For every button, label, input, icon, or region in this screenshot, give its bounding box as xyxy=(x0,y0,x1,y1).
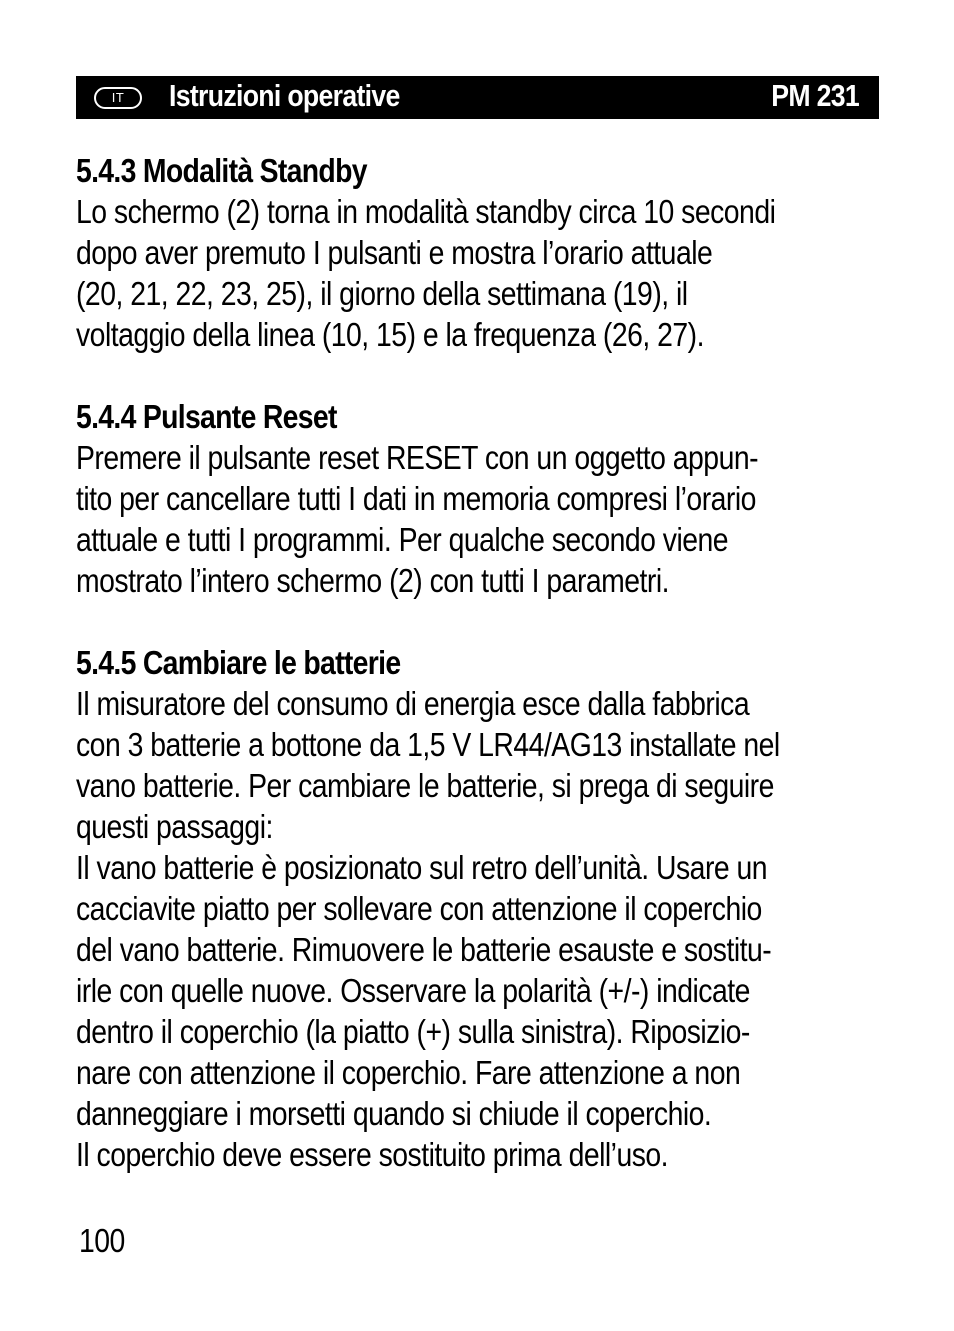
section-heading: 5.4.5 Cambiare le batterie xyxy=(76,644,401,681)
text-line: questi passaggi: xyxy=(76,808,273,845)
section-batteries xyxy=(76,642,876,1175)
text-line: dentro il coperchio (la piatto (+) sulla sinistra). Riposizio- xyxy=(76,1013,750,1050)
section-heading: 5.4.4 Pulsante Reset xyxy=(76,398,337,435)
text-line: Il coperchio deve essere sostituito prima dell’uso. xyxy=(76,1136,669,1173)
text-line: Lo schermo (2) torna in modalità standby circa 10 secondi xyxy=(76,193,776,230)
section-reset xyxy=(76,396,876,601)
text-line: del vano batterie. Rimuovere le batterie esauste e sostitu- xyxy=(76,931,772,968)
section-heading: 5.4.3 Modalità Standby xyxy=(76,152,367,189)
text-line: irle con quelle nuove. Osservare la polarità (+/-) indicate xyxy=(76,972,750,1009)
page-number: 100 xyxy=(79,1222,125,1259)
page-content xyxy=(76,150,876,1216)
text-line: Il misuratore del consumo di energia esce dalla fabbrica xyxy=(76,685,750,722)
text-line: dopo aver premuto I pulsanti e mostra l’orario attuale xyxy=(76,234,713,271)
header-bar xyxy=(76,76,879,119)
section-standby xyxy=(76,150,876,355)
text-line: attuale e tutti I programmi. Per qualche secondo viene xyxy=(76,521,729,558)
text-line: mostrato l’intero schermo (2) con tutti I parametri. xyxy=(76,562,670,599)
text-line: con 3 batterie a bottone da 1,5 V LR44/AG13 installate nel xyxy=(76,726,780,763)
text-line: vano batterie. Per cambiare le batterie, si prega di seguire xyxy=(76,767,774,804)
language-badge: IT xyxy=(94,87,142,109)
text-line: (20, 21, 22, 23, 25), il giorno della settimana (19), il xyxy=(76,275,688,312)
text-line: Il vano batterie è posizionato sul retro dell’unità. Usare un xyxy=(76,849,768,886)
text-line: tito per cancellare tutti I dati in memoria compresi l’orario xyxy=(76,480,756,517)
text-line: cacciavite piatto per sollevare con attenzione il coperchio xyxy=(76,890,762,927)
text-line: nare con attenzione il coperchio. Fare attenzione a non xyxy=(76,1054,741,1091)
header-model: PM 231 xyxy=(771,78,859,113)
text-line: voltaggio della linea (10, 15) e la frequenza (26, 27). xyxy=(76,316,704,353)
header-title: Istruzioni operative xyxy=(169,78,400,113)
text-line: danneggiare i morsetti quando si chiude il coperchio. xyxy=(76,1095,712,1132)
text-line: Premere il pulsante reset RESET con un oggetto appun- xyxy=(76,439,759,476)
